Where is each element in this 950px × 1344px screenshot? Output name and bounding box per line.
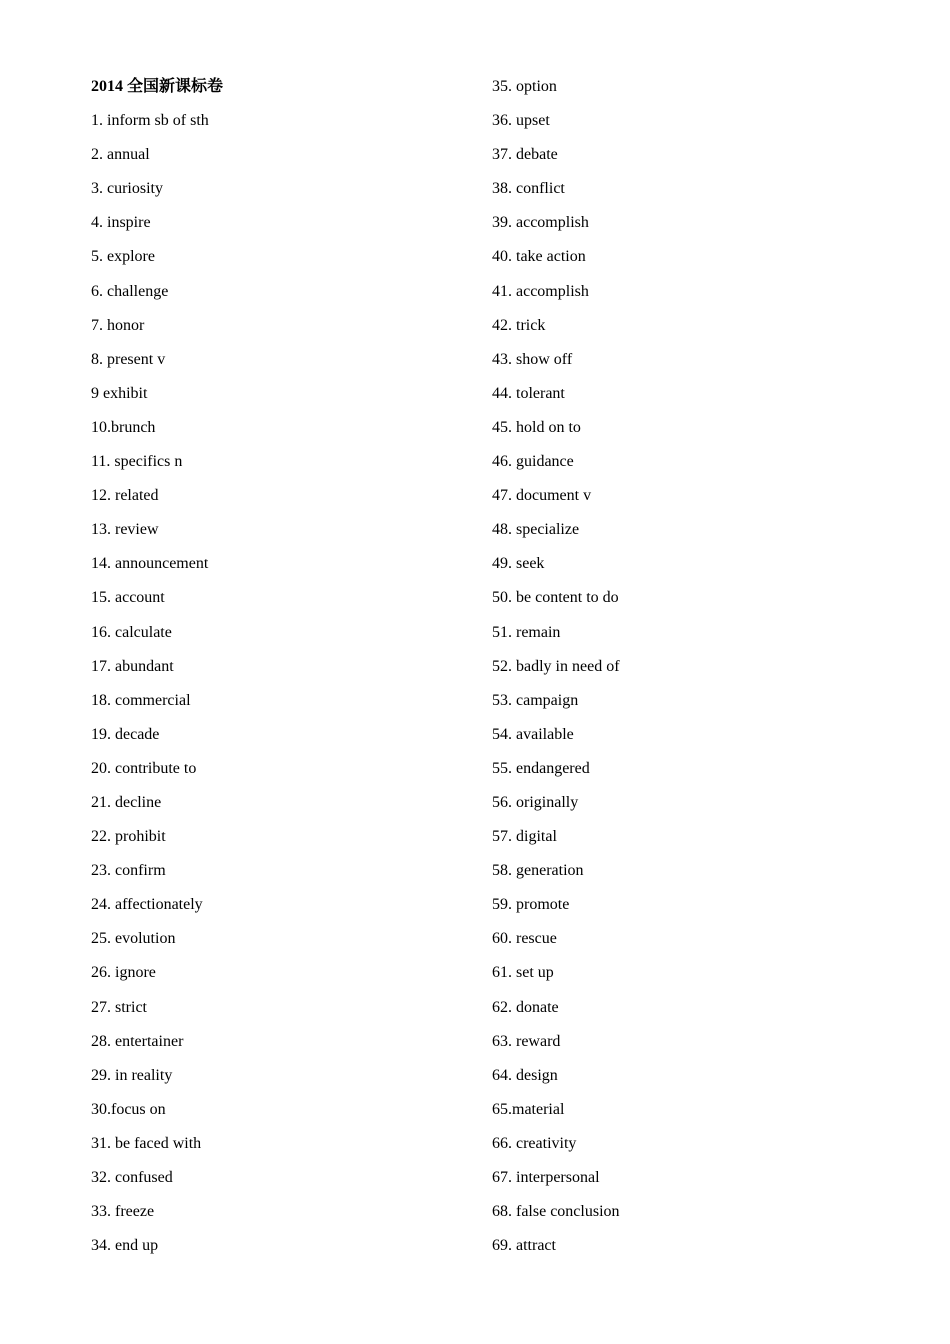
vocab-column-left [91, 74, 471, 1267]
vocab-item: 68. false conclusion [492, 1203, 620, 1221]
vocab-item: 64. design [492, 1066, 558, 1084]
vocab-item: 62. donate [492, 998, 559, 1016]
vocab-item: 12. related [91, 487, 159, 505]
vocab-item: 47. document v [492, 487, 592, 505]
vocab-item: 41. accomplish [492, 282, 589, 300]
vocab-item: 61. set up [492, 964, 554, 982]
vocab-item: 55. endangered [492, 759, 590, 777]
vocab-item: 6. challenge [91, 282, 169, 300]
vocab-item: 69. attract [492, 1237, 556, 1255]
vocab-item: 51. remain [492, 623, 561, 641]
vocab-item: 42. trick [492, 316, 546, 334]
vocab-item: 15. account [91, 589, 165, 607]
vocab-item: 50. be content to do [492, 589, 619, 607]
vocab-item: 22. prohibit [91, 828, 166, 846]
vocab-item: 57. digital [492, 828, 557, 846]
vocab-item: 26. ignore [91, 964, 156, 982]
vocab-item: 4. inspire [91, 214, 151, 232]
vocab-column-right [492, 74, 872, 1267]
vocab-item: 52. badly in need of [492, 657, 620, 675]
vocab-item: 59. promote [492, 896, 570, 914]
vocab-item: 54. available [492, 725, 574, 743]
vocab-item: 19. decade [91, 725, 160, 743]
vocab-item: 24. affectionately [91, 896, 203, 914]
vocab-item: 40. take action [492, 248, 586, 266]
vocab-item: 56. originally [492, 793, 579, 811]
vocab-item: 31. be faced with [91, 1134, 202, 1152]
vocab-item: 44. tolerant [492, 384, 565, 402]
vocab-item: 10.brunch [91, 418, 156, 436]
vocab-item: 37. debate [492, 146, 558, 164]
vocab-item: 25. evolution [91, 930, 176, 948]
vocab-item: 28. entertainer [91, 1032, 184, 1050]
vocab-item: 13. review [91, 521, 159, 539]
vocab-item: 58. generation [492, 862, 584, 880]
vocab-item: 60. rescue [492, 930, 557, 948]
vocab-item: 7. honor [91, 316, 145, 334]
document-title: 2014 全国新课标卷 [91, 78, 224, 95]
vocab-item: 20. contribute to [91, 759, 197, 777]
vocab-item: 21. decline [91, 793, 162, 811]
vocab-item: 63. reward [492, 1032, 561, 1050]
vocab-item: 67. interpersonal [492, 1169, 600, 1186]
vocab-item: 39. accomplish [492, 214, 589, 232]
vocab-item: 35. option [492, 78, 557, 95]
vocab-item: 30.focus on [91, 1100, 166, 1118]
vocab-item: 53. campaign [492, 691, 579, 709]
vocab-item: 29. in reality [91, 1066, 173, 1084]
vocab-item: 3. curiosity [91, 180, 163, 198]
vocab-item: 9 exhibit [91, 384, 148, 402]
vocab-item: 17. abundant [91, 657, 174, 675]
vocab-item: 2. annual [91, 146, 150, 164]
vocab-item: 27. strict [91, 998, 147, 1016]
vocab-item: 34. end up [91, 1237, 159, 1255]
vocab-item: 11. specifics n [91, 453, 183, 471]
vocab-item: 46. guidance [492, 453, 574, 471]
vocab-item: 43. show off [492, 350, 573, 368]
vocab-item: 1. inform sb of sth [91, 112, 209, 130]
vocab-item: 36. upset [492, 112, 550, 130]
vocab-item: 14. announcement [91, 555, 209, 573]
vocab-item: 65.material [492, 1100, 565, 1118]
vocab-item: 8. present v [91, 350, 166, 368]
vocab-item: 23. confirm [91, 862, 166, 880]
vocab-item: 45. hold on to [492, 418, 581, 436]
vocab-item: 66. creativity [492, 1134, 577, 1152]
vocab-item: 32. confused [91, 1169, 173, 1186]
vocab-item: 38. conflict [492, 180, 565, 198]
vocab-item: 49. seek [492, 555, 545, 573]
vocab-item: 33. freeze [91, 1203, 155, 1221]
vocab-item: 48. specialize [492, 521, 580, 539]
vocab-item: 16. calculate [91, 623, 172, 641]
vocab-item: 5. explore [91, 248, 155, 266]
vocab-item: 18. commercial [91, 691, 191, 709]
